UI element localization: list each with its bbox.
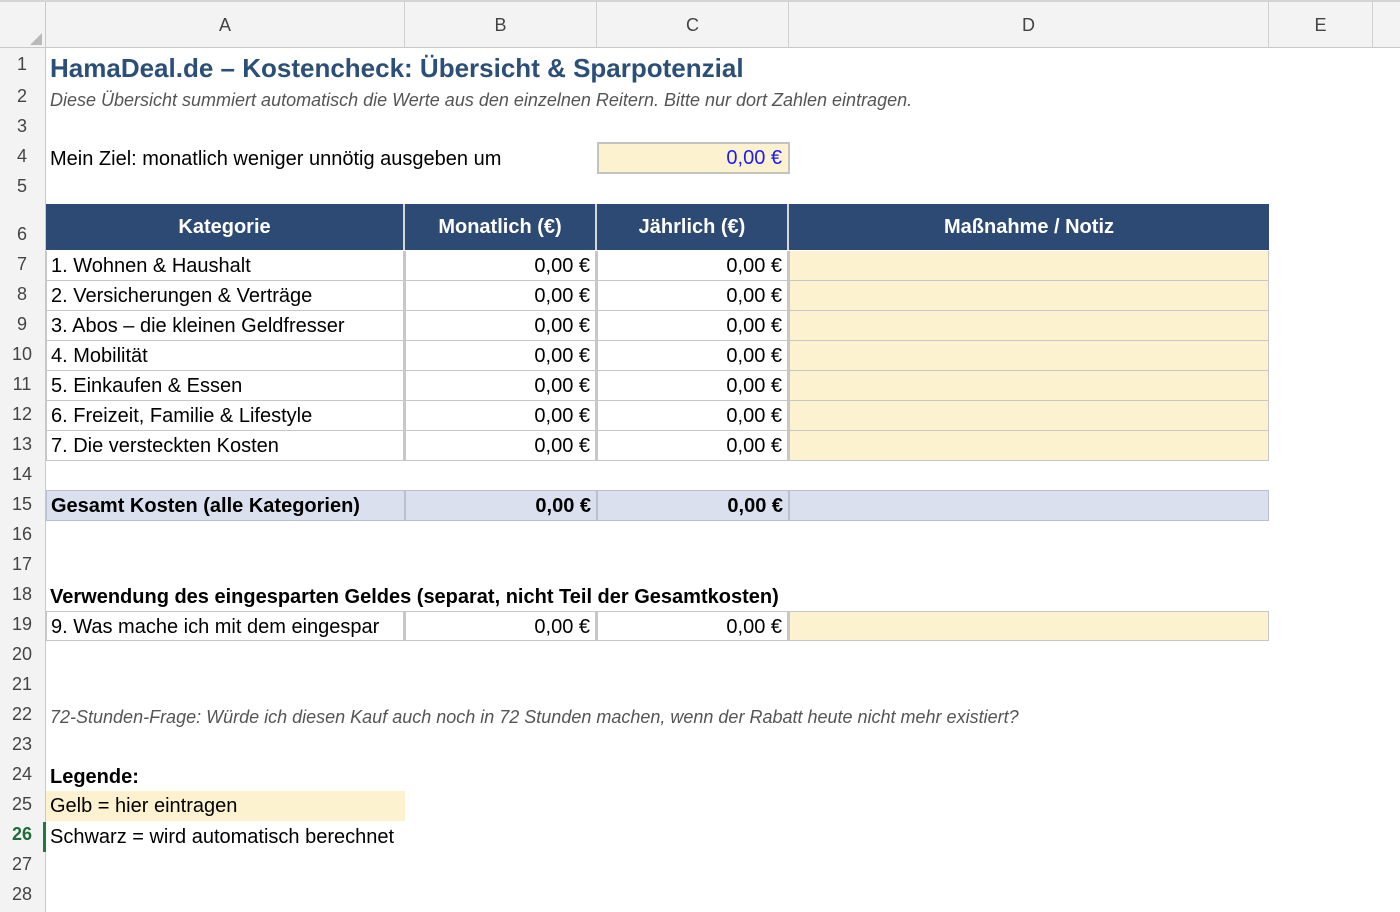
row-header[interactable]: 18 [11, 584, 33, 604]
row-header[interactable]: 1 [16, 54, 27, 74]
row-header[interactable]: 23 [11, 734, 33, 754]
savings-heading[interactable]: Verwendung des eingesparten Geldes (separat, nicht Teil der Gesamtkosten) [50, 586, 779, 608]
page-title[interactable]: HamaDeal.de – Kostencheck: Übersicht & Sparpotenzial [50, 53, 744, 83]
row-header[interactable]: 19 [11, 614, 33, 634]
legend-yellow[interactable]: Gelb = hier eintragen [46, 791, 405, 821]
column-header-d[interactable]: D [789, 2, 1269, 48]
row-header[interactable]: 12 [11, 404, 33, 424]
table-row-monthly[interactable]: 0,00 € [405, 401, 597, 431]
column-header-e[interactable]: E [1269, 2, 1373, 48]
column-header-c[interactable]: C [597, 2, 789, 48]
row-header[interactable]: 16 [11, 524, 33, 544]
table-row-note-input[interactable] [789, 371, 1269, 401]
table-row-note-input[interactable] [789, 401, 1269, 431]
total-monthly[interactable]: 0,00 € [405, 490, 597, 521]
table-row-monthly[interactable]: 0,00 € [405, 281, 597, 311]
table-row-category[interactable]: 3. Abos – die kleinen Geldfresser [46, 311, 405, 341]
table-row-category[interactable]: 1. Wohnen & Haushalt [46, 251, 405, 281]
table-row-yearly[interactable]: 0,00 € [597, 431, 789, 461]
row-header[interactable]: 27 [11, 854, 33, 874]
row-header[interactable]: 17 [11, 554, 33, 574]
table-row-category[interactable]: 5. Einkaufen & Essen [46, 371, 405, 401]
table-row-yearly[interactable]: 0,00 € [597, 281, 789, 311]
header-monatlich[interactable]: Monatlich (€) [405, 204, 597, 250]
row-header[interactable]: 24 [11, 764, 33, 784]
table-row-monthly[interactable]: 0,00 € [405, 371, 597, 401]
row-header[interactable]: 21 [11, 674, 33, 694]
header-jaehrlich[interactable]: Jährlich (€) [597, 204, 789, 250]
table-row-category[interactable]: 2. Versicherungen & Verträge [46, 281, 405, 311]
row-header[interactable]: 6 [16, 224, 27, 244]
table-row-yearly[interactable]: 0,00 € [597, 401, 789, 431]
savings-row-monthly[interactable]: 0,00 € [405, 611, 597, 641]
table-row-note-input[interactable] [789, 251, 1269, 281]
column-header-a[interactable]: A [46, 2, 405, 48]
row-header[interactable]: 9 [16, 314, 27, 334]
goal-label[interactable]: Mein Ziel: monatlich weniger unnötig ausgeben um [50, 148, 502, 170]
row-header-active[interactable]: 26 [11, 824, 33, 844]
savings-row-category[interactable]: 9. Was mache ich mit dem eingespar [46, 611, 405, 641]
column-header-bar [0, 0, 1400, 48]
row-header[interactable]: 20 [11, 644, 33, 664]
total-yearly[interactable]: 0,00 € [597, 490, 789, 521]
row-header[interactable]: 22 [11, 704, 33, 724]
total-note[interactable] [789, 490, 1269, 521]
row-header[interactable]: 10 [11, 344, 33, 364]
savings-row-yearly[interactable]: 0,00 € [597, 611, 789, 641]
header-massnahme[interactable]: Maßnahme / Notiz [789, 204, 1269, 250]
table-row-yearly[interactable]: 0,00 € [597, 341, 789, 371]
row-header[interactable]: 14 [11, 464, 33, 484]
table-row-yearly[interactable]: 0,00 € [597, 311, 789, 341]
page-subtitle[interactable]: Diese Übersicht summiert automatisch die Werte aus den einzelnen Reitern. Bitte nur dort Zahlen eintragen. [50, 90, 913, 110]
savings-row-note-input[interactable] [789, 611, 1269, 641]
row-header[interactable]: 13 [11, 434, 33, 454]
row-header[interactable]: 3 [16, 116, 27, 136]
legend-black[interactable]: Schwarz = wird automatisch berechnet [50, 826, 395, 848]
row-header[interactable]: 28 [11, 884, 33, 904]
row-header[interactable]: 2 [16, 86, 27, 106]
table-row-note-input[interactable] [789, 311, 1269, 341]
table-row-yearly[interactable]: 0,00 € [597, 251, 789, 281]
table-row-monthly[interactable]: 0,00 € [405, 311, 597, 341]
table-row-monthly[interactable]: 0,00 € [405, 341, 597, 371]
select-all-corner[interactable] [0, 2, 46, 48]
row-header[interactable]: 7 [16, 254, 27, 274]
table-row-category[interactable]: 6. Freizeit, Familie & Lifestyle [46, 401, 405, 431]
table-row-category[interactable]: 7. Die versteckten Kosten [46, 431, 405, 461]
header-kategorie[interactable]: Kategorie [46, 204, 405, 250]
goal-value-input[interactable]: 0,00 € [597, 142, 790, 174]
table-row-yearly[interactable]: 0,00 € [597, 371, 789, 401]
table-row-monthly[interactable]: 0,00 € [405, 431, 597, 461]
row-header[interactable]: 25 [11, 794, 33, 814]
row-header[interactable]: 15 [11, 494, 33, 514]
table-row-category[interactable]: 4. Mobilität [46, 341, 405, 371]
row-header[interactable]: 8 [16, 284, 27, 304]
row-header[interactable]: 4 [16, 146, 27, 166]
table-row-note-input[interactable] [789, 431, 1269, 461]
72-hour-question[interactable]: 72-Stunden-Frage: Würde ich diesen Kauf auch noch in 72 Stunden machen, wenn der Rabatt heute nicht mehr existiert? [50, 707, 1019, 727]
table-row-note-input[interactable] [789, 281, 1269, 311]
row-header[interactable]: 11 [12, 374, 32, 394]
table-row-note-input[interactable] [789, 341, 1269, 371]
total-label[interactable]: Gesamt Kosten (alle Kategorien) [46, 490, 405, 521]
row-header-bar [0, 48, 46, 912]
column-header-b[interactable]: B [405, 2, 597, 48]
row-header[interactable]: 5 [16, 176, 27, 196]
legend-heading[interactable]: Legende: [50, 766, 139, 788]
table-row-monthly[interactable]: 0,00 € [405, 251, 597, 281]
